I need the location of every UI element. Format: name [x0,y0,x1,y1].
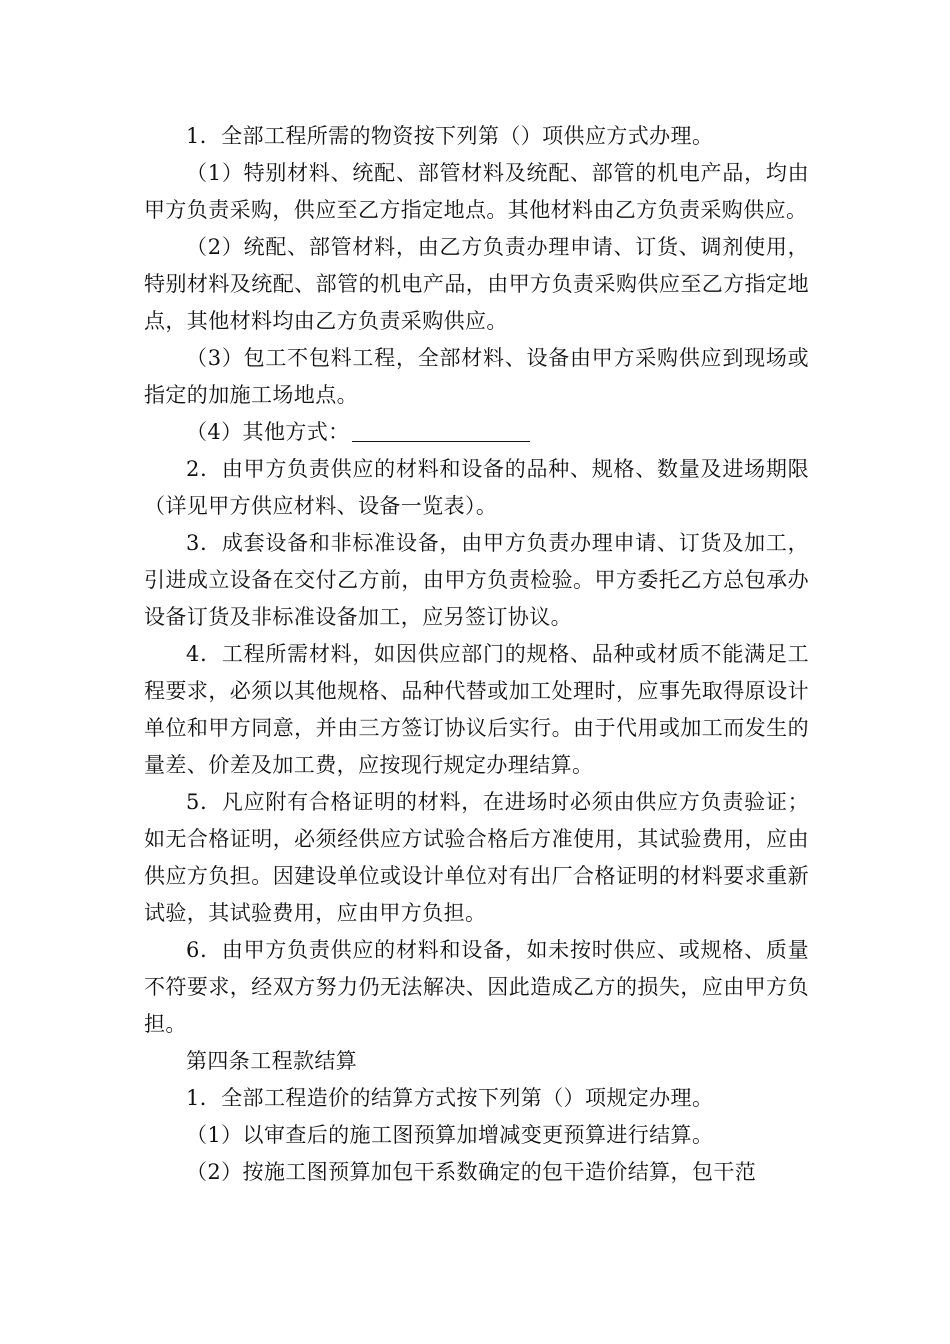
paragraph-option-2: （2）统配、部管材料，由乙方负责办理申请、订货、调剂使用，特别材料及统配、部管的机电产品，由甲方负责采购供应至乙方指定地点，其他材料均由乙方负责采购供应。 [144,235,809,333]
option-4-label: （4）其他方式： [186,420,350,444]
paragraph-settlement-method: 1．全部工程造价的结算方式按下列第（）项规定办理。 [186,1086,714,1110]
paragraph-option-4 [144,414,809,451]
paragraph-supply-method: 1．全部工程所需的物资按下列第（）项供应方式办理。 [186,124,714,148]
paragraph-option-3: （3）包工不包料工程，全部材料、设备由甲方采购供应到现场或指定的加施工场地点。 [144,346,809,407]
paragraph-item-2: 2．由甲方负责供应的材料和设备的品种、规格、数量及进场期限（详见甲方供应材料、设备一览表）。 [144,457,809,518]
section-heading-article-4: 第四条工程款结算 [186,1049,358,1073]
paragraph-item-3: 3．成套设备和非标准设备，由甲方负责办理申请、订货及加工，引进成立设备在交付乙方前，由甲方负责检验。甲方委托乙方总包承办设备订货及非标准设备加工，应另签订协议。 [144,531,809,629]
document-body [144,118,809,1191]
paragraph-option-1: （1）特别材料、统配、部管材料及统配、部管的机电产品，均由甲方负责采购，供应至乙方指定地点。其他材料由乙方负责采购供应。 [144,161,809,222]
paragraph-item-5: 5．凡应附有合格证明的材料，在进场时必须由供应方负责验证；如无合格证明，必须经供应方试验合格后方准使用，其试验费用，应由供应方负担。因建设单位或设计单位对有出厂合格证明的材料要求重新试验，其试验费用，应由甲方负担。 [144,790,809,925]
paragraph-item-6: 6．由甲方负责供应的材料和设备，如未按时供应、或规格、质量不符要求，经双方努力仍无法解决、因此造成乙方的损失，应由甲方负担。 [144,938,809,1036]
paragraph-settlement-option-2: （2）按施工图预算加包干系数确定的包干造价结算，包干范 [186,1160,757,1184]
paragraph-settlement-option-1: （1）以审查后的施工图预算加增减变更预算进行结算。 [186,1123,714,1147]
paragraph-item-4: 4．工程所需材料，如因供应部门的规格、品种或材质不能满足工程要求，必须以其他规格、品种代替或加工处理时，应事先取得原设计单位和甲方同意，并由三方签订协议后实行。由于代用或加工而发生的量差、价差及加工费，应按现行规定办理结算。 [144,642,809,777]
fill-in-blank-line [352,419,530,442]
